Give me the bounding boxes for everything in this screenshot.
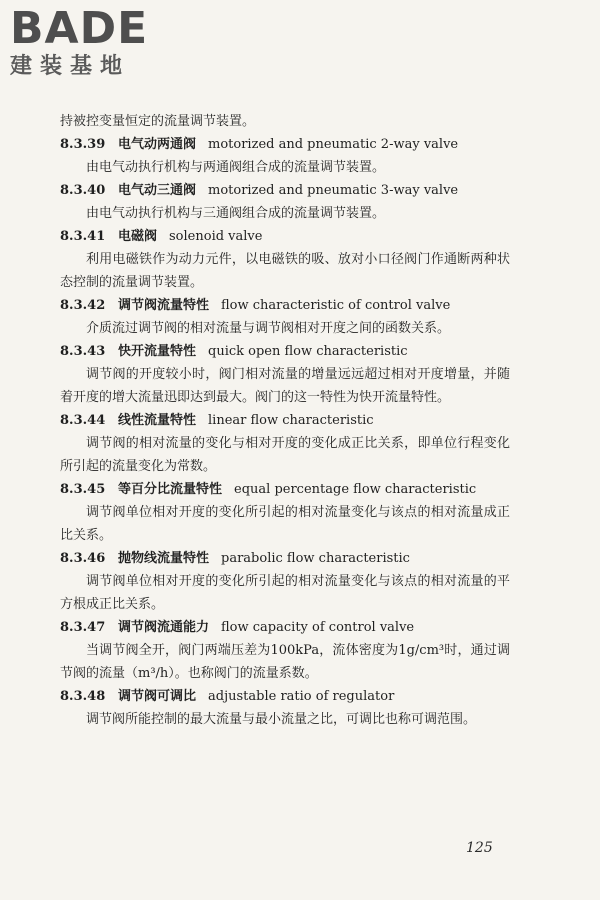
term-entry bbox=[60, 409, 510, 478]
entry-number: 8.3.45 bbox=[60, 482, 106, 497]
entry-number: 8.3.42 bbox=[60, 298, 106, 313]
term-english: flow capacity of control valve bbox=[221, 620, 415, 635]
entry-heading bbox=[60, 685, 510, 708]
term-english: motorized and pneumatic 3-way valve bbox=[208, 183, 459, 198]
page-number: 125 bbox=[466, 840, 493, 856]
term-english: equal percentage flow characteristic bbox=[234, 482, 477, 497]
term-entry bbox=[60, 179, 510, 225]
entry-definition: 由电气动执行机构与两通阀组合成的流量调节装置。 bbox=[86, 160, 386, 175]
entry-definition: 调节阀的相对流量的变化与相对开度的变化成正比关系，即单位行程变化所引起的流量变化为常数。 bbox=[60, 436, 510, 474]
entry-number: 8.3.47 bbox=[60, 620, 106, 635]
entry-heading bbox=[60, 340, 510, 363]
term-entry bbox=[60, 616, 510, 685]
entry-definition: 利用电磁铁作为动力元件，以电磁铁的吸、放对小口径阀门作通断两种状态控制的流量调节装置。 bbox=[60, 252, 510, 290]
term-english: adjustable ratio of regulator bbox=[208, 689, 395, 704]
logo-subtitle: 建装基地 bbox=[10, 54, 131, 79]
entry-number: 8.3.39 bbox=[60, 137, 106, 152]
entry-number: 8.3.41 bbox=[60, 229, 106, 244]
term-entry bbox=[60, 478, 510, 547]
intro-paragraph: 持被控变量恒定的流量调节装置。 bbox=[60, 114, 256, 129]
term-entry bbox=[60, 547, 510, 616]
entry-definition: 调节阀的开度较小时，阀门相对流量的增量远远超过相对开度增量，并随着开度的增大流量迅即达到最大。阀门的这一特性为快开流量特性。 bbox=[60, 367, 510, 405]
term-english: solenoid valve bbox=[169, 229, 263, 244]
term-chinese: 调节阀可调比 bbox=[118, 689, 197, 704]
entry-definition: 调节阀单位相对开度的变化所引起的相对流量变化与该点的相对流量成正比关系。 bbox=[60, 505, 510, 543]
entry-definition: 调节阀所能控制的最大流量与最小流量之比，可调比也称可调范围。 bbox=[86, 712, 477, 727]
entry-number: 8.3.43 bbox=[60, 344, 106, 359]
entry-number: 8.3.40 bbox=[60, 183, 106, 198]
entry-definition: 调节阀单位相对开度的变化所引起的相对流量变化与该点的相对流量的平方根成正比关系。 bbox=[60, 574, 510, 612]
entry-definition: 当调节阀全开，阀门两端压差为100kPa，流体密度为1g/cm³时，通过调节阀的流量（m³/h）。也称阀门的流量系数。 bbox=[60, 643, 510, 681]
entry-heading bbox=[60, 478, 510, 501]
entry-heading bbox=[60, 547, 510, 570]
term-chinese: 电气动两通阀 bbox=[118, 137, 197, 152]
term-chinese: 电气动三通阀 bbox=[118, 183, 197, 198]
term-entry bbox=[60, 294, 510, 340]
term-english: linear flow characteristic bbox=[208, 413, 374, 428]
entry-definition: 由电气动执行机构与三通阀组合成的流量调节装置。 bbox=[86, 206, 386, 221]
entry-heading bbox=[60, 179, 510, 202]
entry-heading bbox=[60, 616, 510, 639]
entry-heading bbox=[60, 409, 510, 432]
term-english: quick open flow characteristic bbox=[208, 344, 408, 359]
term-english: flow characteristic of control valve bbox=[221, 298, 451, 313]
term-entry bbox=[60, 685, 510, 731]
term-entry bbox=[60, 225, 510, 294]
entry-heading bbox=[60, 225, 510, 248]
entry-number: 8.3.46 bbox=[60, 551, 106, 566]
entry-definition: 介质流过调节阀的相对流量与调节阀相对开度之间的函数关系。 bbox=[86, 321, 451, 336]
term-entry bbox=[60, 133, 510, 179]
term-chinese: 等百分比流量特性 bbox=[118, 482, 223, 497]
logo-mark: BADE bbox=[10, 3, 149, 54]
term-chinese: 电磁阀 bbox=[118, 229, 158, 244]
entry-number: 8.3.44 bbox=[60, 413, 106, 428]
entry-number: 8.3.48 bbox=[60, 689, 106, 704]
term-chinese: 抛物线流量特性 bbox=[118, 551, 210, 566]
publisher-logo bbox=[10, 3, 180, 82]
term-chinese: 调节阀流通能力 bbox=[118, 620, 210, 635]
term-chinese: 调节阀流量特性 bbox=[118, 298, 210, 313]
entry-heading bbox=[60, 133, 510, 156]
term-english: motorized and pneumatic 2-way valve bbox=[208, 137, 459, 152]
term-entry bbox=[60, 340, 510, 409]
entry-heading bbox=[60, 294, 510, 317]
term-chinese: 快开流量特性 bbox=[118, 344, 197, 359]
page-content bbox=[60, 110, 510, 731]
term-chinese: 线性流量特性 bbox=[118, 413, 197, 428]
term-english: parabolic flow characteristic bbox=[221, 551, 410, 566]
